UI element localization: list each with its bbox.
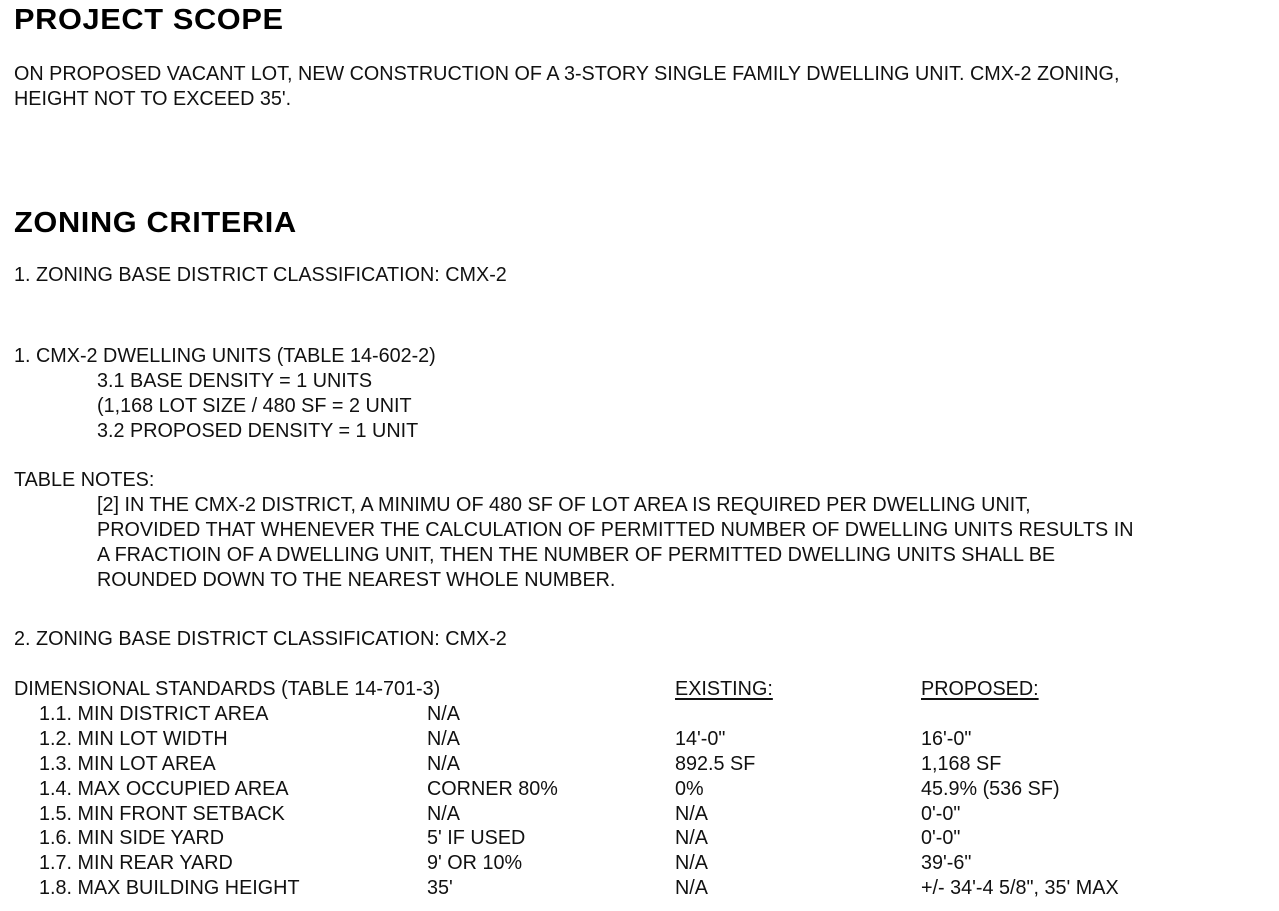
row-existing: N/A xyxy=(675,851,708,874)
row-required: 5' IF USED xyxy=(427,826,526,849)
row-required: N/A xyxy=(427,802,460,825)
project-scope-heading: PROJECT SCOPE xyxy=(14,4,284,36)
column-header-proposed: PROPOSED: xyxy=(921,677,1039,700)
row-required: 35' xyxy=(427,876,453,899)
row-label: 1.7. MIN REAR YARD xyxy=(39,851,233,874)
row-label: 1.3. MIN LOT AREA xyxy=(39,752,216,775)
row-proposed: 1,168 SF xyxy=(921,752,1002,775)
row-label: 1.5. MIN FRONT SETBACK xyxy=(39,802,285,825)
row-proposed: 45.9% (536 SF) xyxy=(921,777,1060,800)
row-label: 1.4. MAX OCCUPIED AREA xyxy=(39,777,289,800)
row-label: 1.6. MIN SIDE YARD xyxy=(39,826,225,849)
table-note-line: [2] IN THE CMX-2 DISTRICT, A MINIMU OF 480 SF OF LOT AREA IS REQUIRED PER DWELLING UNIT, xyxy=(97,493,1031,516)
row-existing: 892.5 SF xyxy=(675,752,756,775)
row-proposed: 39'-6" xyxy=(921,851,972,874)
row-proposed: 0'-0" xyxy=(921,802,961,825)
table-notes-title: TABLE NOTES: xyxy=(14,468,155,491)
column-header-existing: EXISTING: xyxy=(675,677,773,700)
dwelling-units-title: 1. CMX-2 DWELLING UNITS (TABLE 14-602-2) xyxy=(14,344,436,367)
dwelling-units-line: (1,168 LOT SIZE / 480 SF = 2 UNIT xyxy=(97,394,412,417)
row-required: CORNER 80% xyxy=(427,777,558,800)
row-label: 1.1. MIN DISTRICT AREA xyxy=(39,702,269,725)
row-proposed: +/- 34'-4 5/8", 35' MAX xyxy=(921,876,1119,899)
dwelling-units-line: 3.2 PROPOSED DENSITY = 1 UNIT xyxy=(97,419,419,442)
zoning-item-2: 2. ZONING BASE DISTRICT CLASSIFICATION: CMX-2 xyxy=(14,627,507,650)
table-note-line: A FRACTIOIN OF A DWELLING UNIT, THEN THE NUMBER OF PERMITTED DWELLING UNITS SHALL BE xyxy=(97,543,1056,566)
project-scope-line-2: HEIGHT NOT TO EXCEED 35'. xyxy=(14,87,292,110)
row-existing: 0% xyxy=(675,777,704,800)
row-required: N/A xyxy=(427,702,460,725)
row-required: N/A xyxy=(427,752,460,775)
zoning-criteria-heading: ZONING CRITERIA xyxy=(14,207,297,239)
dwelling-units-line: 3.1 BASE DENSITY = 1 UNITS xyxy=(97,369,373,392)
row-label: 1.2. MIN LOT WIDTH xyxy=(39,727,228,750)
table-note-line: ROUNDED DOWN TO THE NEAREST WHOLE NUMBER. xyxy=(97,568,616,591)
table-note-line: PROVIDED THAT WHENEVER THE CALCULATION OF PERMITTED NUMBER OF DWELLING UNITS RESULTS IN xyxy=(97,518,1134,541)
row-required: N/A xyxy=(427,727,460,750)
row-existing: N/A xyxy=(675,876,708,899)
row-proposed: 16'-0" xyxy=(921,727,972,750)
project-scope-line-1: ON PROPOSED VACANT LOT, NEW CONSTRUCTION OF A 3-STORY SINGLE FAMILY DWELLING UNIT. CMX-2 ZONING, xyxy=(14,62,1120,85)
zoning-item-1: 1. ZONING BASE DISTRICT CLASSIFICATION: CMX-2 xyxy=(14,263,507,286)
row-proposed: 0'-0" xyxy=(921,826,961,849)
row-existing: N/A xyxy=(675,802,708,825)
row-existing: 14'-0" xyxy=(675,727,726,750)
row-label: 1.8. MAX BUILDING HEIGHT xyxy=(39,876,300,899)
row-existing: N/A xyxy=(675,826,708,849)
row-required: 9' OR 10% xyxy=(427,851,523,874)
dimensional-standards-title: DIMENSIONAL STANDARDS (TABLE 14-701-3) xyxy=(14,677,441,700)
